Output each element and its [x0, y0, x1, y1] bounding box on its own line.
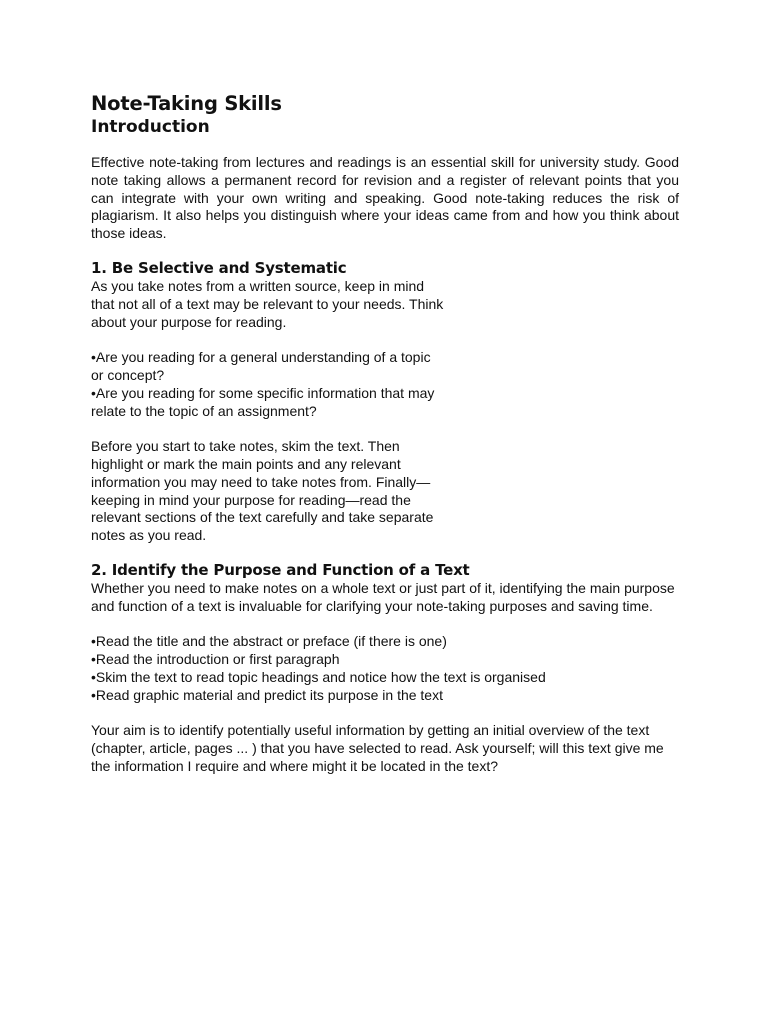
section-1-line: about your purpose for reading.	[91, 313, 287, 330]
section-1-heading: 1. Be Selective and Systematic	[91, 258, 347, 277]
section-1-bullet-line: or concept?	[91, 366, 165, 383]
section-1-line: that not all of a text may be relevant to your needs. Think	[91, 295, 444, 312]
section-2-bullet: •Read graphic material and predict its purpose in the text	[91, 686, 443, 703]
section-1-line: relevant sections of the text carefully and take separate	[91, 509, 434, 526]
section-1-line: information you may need to take notes from. Finally—	[91, 473, 431, 490]
section-1-bullet-line: •Are you reading for some specific information that may	[91, 384, 435, 401]
section-2-paragraph-2: Your aim is to identify potentially useful information by getting an initial overview of the text (chapter, article, pages ... ) that you have selected to read. Ask yourself; will this text give me the information I require and where might it be located in the text?	[91, 722, 664, 774]
document-title: Note-Taking Skills	[91, 92, 282, 115]
section-2-bullet: •Read the introduction or first paragraph	[91, 651, 340, 668]
section-1-line: keeping in mind your purpose for reading—read the	[91, 491, 411, 508]
section-2-heading: 2. Identify the Purpose and Function of a Text	[91, 560, 470, 579]
section-1-line: Before you start to take notes, skim the text. Then	[91, 438, 400, 455]
section-1-line: As you take notes from a written source, keep in mind	[91, 277, 425, 294]
section-2-paragraph-1: Whether you need to make notes on a whole text or just part of it, identifying the main purpose and function of a text is invaluable for clarifying your note-taking purposes and saving time.	[91, 579, 675, 614]
section-1-bullet-line: relate to the topic of an assignment?	[91, 402, 317, 419]
section-1-line: highlight or mark the main points and any relevant	[91, 455, 401, 472]
section-1-line: notes as you read.	[91, 527, 207, 544]
section-1-body	[91, 278, 471, 545]
section-2-bullet: •Read the title and the abstract or preface (if there is one)	[91, 633, 447, 650]
section-1-bullet-line: •Are you reading for a general understanding of a topic	[91, 349, 431, 366]
document-subtitle: Introduction	[91, 117, 210, 137]
section-2-bullet: •Skim the text to read topic headings and notice how the text is organised	[91, 668, 546, 685]
document-page	[91, 92, 679, 776]
intro-paragraph: Effective note-taking from lectures and readings is an essential skill for university study. Good note taking allows a permanent record for revision and a register of relevant points that you can integrate with your own writing and speaking. Good note-taking reduces the risk of plagiarism. It also helps you distinguish where your ideas came from and how you think about those ideas.	[91, 154, 679, 242]
